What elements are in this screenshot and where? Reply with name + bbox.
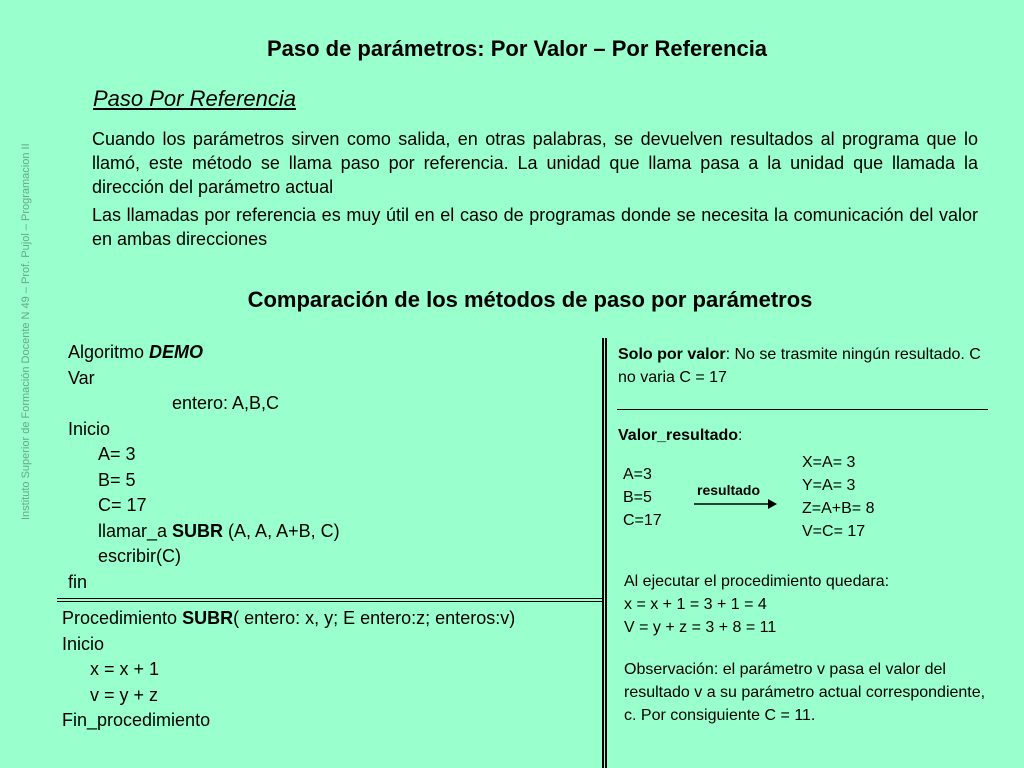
- input-b: B=5: [623, 489, 652, 506]
- section-subtitle: Paso Por Referencia: [93, 86, 296, 111]
- exec-line-3: V = y + z = 3 + 8 = 11: [624, 619, 777, 636]
- valor-resultado-label: Valor_resultado:: [618, 427, 743, 444]
- page-title: Paso de parámetros: Por Valor – Por Referencia: [266, 36, 768, 61]
- observation-text: Observación: el parámetro v pasa el valor del resultado v a su parámetro actual correspondiente, c. Por consiguiente C = 11.: [624, 661, 986, 724]
- procedure-header: Procedimiento SUBR( entero: x, y; E entero:z; enteros:v): [62, 608, 516, 628]
- algorithm-block: [68, 340, 340, 595]
- write-line: escribir(C): [98, 546, 181, 566]
- valor-description: Solo por valor: No se trasmite ningún resultado. C no varia C = 17: [618, 346, 981, 386]
- fin-line: fin: [68, 571, 88, 592]
- input-a: A=3: [623, 466, 652, 483]
- output-y: Y=A= 3: [802, 477, 856, 494]
- assign-b: B= 5: [98, 469, 136, 490]
- arrow-label: resultado: [697, 482, 761, 498]
- declaration-line: entero: A,B,C: [172, 393, 280, 413]
- output-x: X=A= 3: [802, 454, 856, 471]
- algorithm-header: Algoritmo DEMO: [68, 342, 204, 362]
- exec-line-1: Al ejecutar el procedimiento quedara:: [624, 573, 890, 590]
- algorithm-procedure-divider: [57, 598, 602, 602]
- exec-line-2: x = x + 1 = 3 + 1 = 4: [624, 596, 767, 613]
- assign-c: C= 17: [98, 495, 147, 515]
- intro-paragraph-2: Las llamadas por referencia es muy útil en el caso de programas donde se necesita la comunicación del valor en ambas direcciones: [92, 205, 978, 249]
- inicio-line: Inicio: [68, 418, 111, 439]
- procedure-x: x = x + 1: [90, 659, 160, 679]
- right-arrow-icon: [694, 498, 778, 510]
- right-column-divider: [617, 409, 988, 410]
- assign-a: A= 3: [98, 444, 136, 464]
- execution-result: [624, 570, 889, 639]
- vertical-watermark: Instituto Superior de Formación Docente N 49 – Prof. Pujol – Programacion II: [20, 143, 32, 520]
- procedure-block: [62, 606, 515, 734]
- algorithm-name: DEMO: [149, 342, 204, 362]
- input-values: [623, 463, 662, 532]
- procedure-end: Fin_procedimiento: [62, 710, 211, 730]
- output-values: [802, 451, 875, 543]
- intro-paragraph-1: Cuando los parámetros sirven como salida, en otras palabras, se devuelven resultados al programa que lo llamó, este método se llama paso por referencia. La unidad que llama pasa a la unidad que llamada la dirección del parámetro actual: [92, 129, 978, 197]
- procedure-v: v = y + z: [90, 684, 159, 705]
- input-c: C=17: [623, 512, 662, 529]
- output-z: Z=A+B= 8: [802, 500, 875, 517]
- comparison-title: Comparación de los métodos de paso por parámetros: [247, 287, 813, 312]
- procedure-inicio: Inicio: [62, 633, 105, 654]
- column-divider: [602, 338, 607, 768]
- var-line: Var: [68, 367, 95, 388]
- call-line: llamar_a SUBR (A, A, A+B, C): [98, 520, 340, 541]
- output-v: V=C= 17: [802, 523, 866, 540]
